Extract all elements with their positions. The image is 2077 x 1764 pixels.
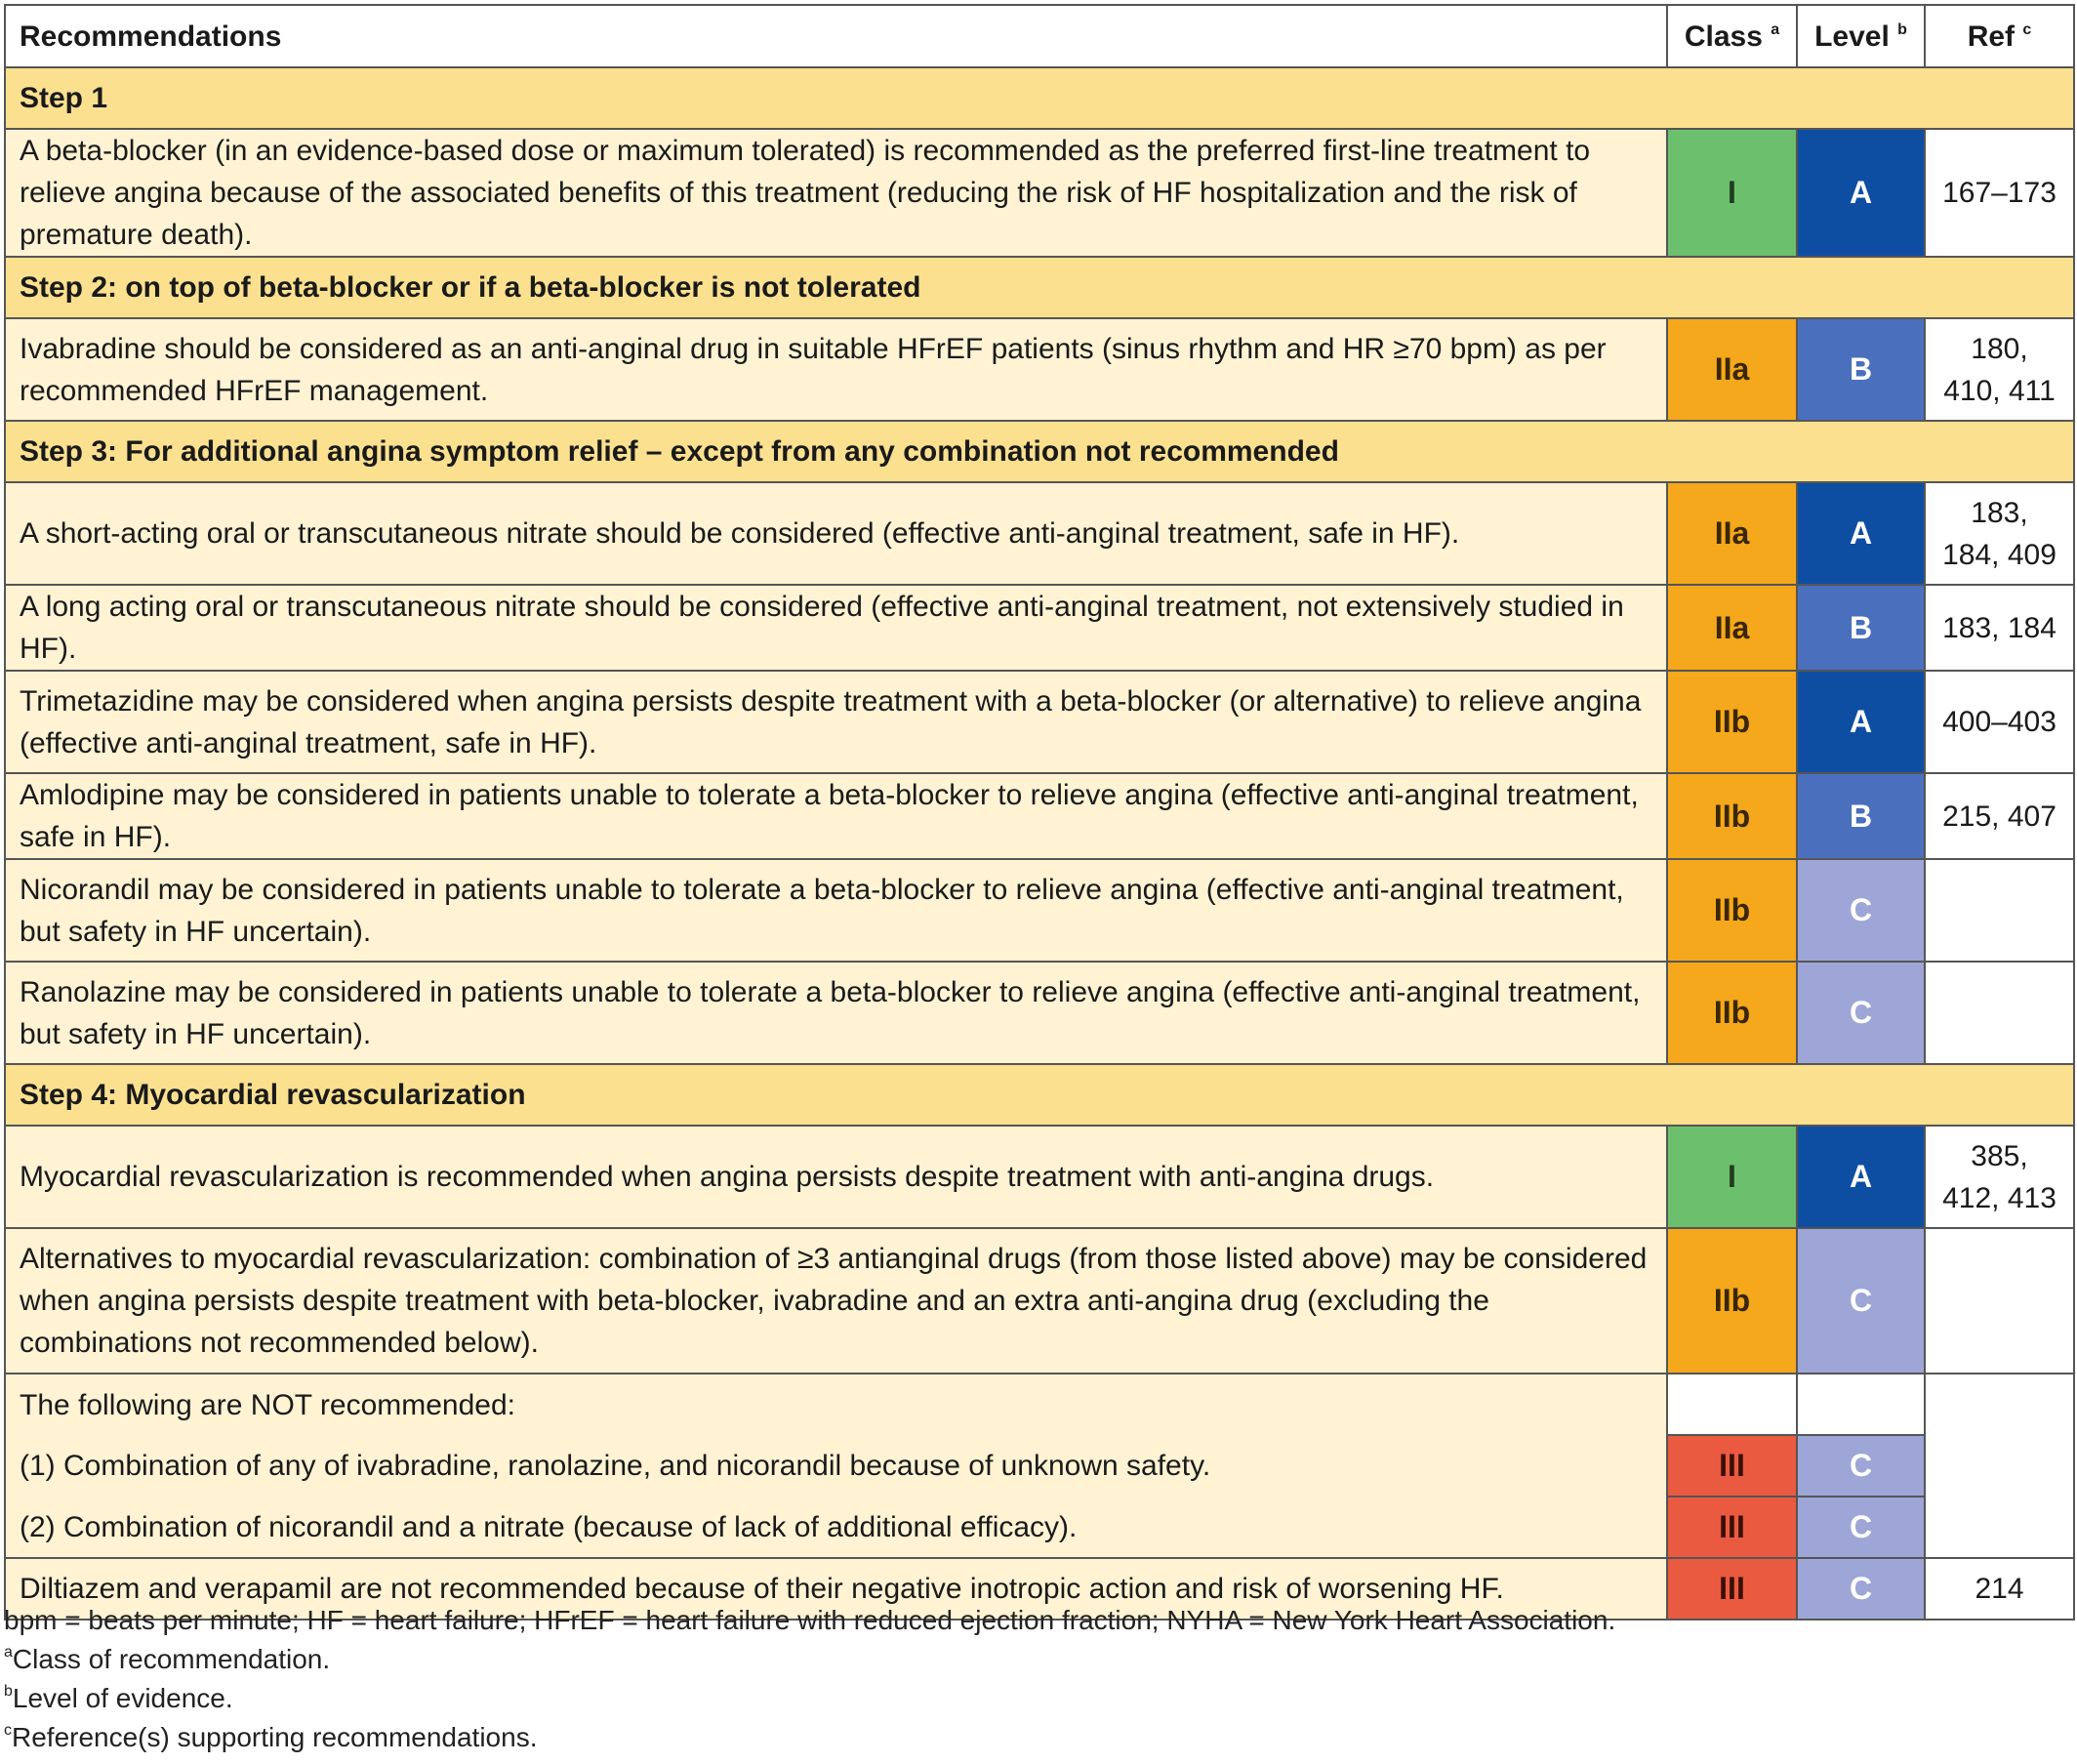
step-header	[5, 257, 2074, 318]
step-title: Step 2: on top of beta-blocker or if a beta-blocker is not tolerated	[5, 257, 2074, 318]
not-recommended-text: (1) Combination of any of ivabradine, ranolazine, and nicorandil because of unknown safety.	[5, 1435, 1667, 1497]
step-title: Step 1	[5, 67, 2074, 129]
class-cell: III	[1667, 1558, 1797, 1620]
class-cell: IIb	[1667, 859, 1797, 962]
class-cell: IIb	[1667, 962, 1797, 1064]
level-cell: A	[1797, 482, 1925, 585]
recommendation-text: A beta-blocker (in an evidence-based dose or maximum tolerated) is recommended as the preferred first-line treatment to relieve angina because of the associated benefits of this treatment (reducing the risk of HF hospitalization and the risk of premature death).	[5, 129, 1667, 257]
recommendation-text: Diltiazem and verapamil are not recommended because of their negative inotropic action and risk of worsening HF.	[5, 1558, 1667, 1620]
recommendation-text: Nicorandil may be considered in patients unable to tolerate a beta-blocker to relieve angina (effective anti-anginal treatment, but safety in HF uncertain).	[5, 859, 1667, 962]
footnote-b: $^b$Level of evidence.	[4, 1683, 233, 1713]
class-cell: IIa	[1667, 318, 1797, 421]
level-cell: C	[1797, 859, 1925, 962]
ref-cell: 215, 407	[1925, 773, 2074, 859]
ref-cell: 180, 410, 411	[1925, 318, 2074, 421]
header-level: Level $^b$	[1797, 5, 1925, 67]
ref-cell	[1925, 859, 2074, 962]
header-ref: Ref $^c$	[1925, 5, 2074, 67]
recommendation-text: Myocardial revascularization is recommended when angina persists despite treatment with anti-angina drugs.	[5, 1126, 1667, 1228]
ref-cell: 400–403	[1925, 671, 2074, 773]
recommendation-text: Trimetazidine may be considered when angina persists despite treatment with a beta-blocker (or alternative) to relieve angina (effective anti-anginal treatment, safe in HF).	[5, 671, 1667, 773]
table-row	[5, 129, 2074, 257]
recommendation-text: A short-acting oral or transcutaneous nitrate should be considered (effective anti-anginal treatment, safe in HF).	[5, 482, 1667, 585]
recommendation-text: Amlodipine may be considered in patients unable to tolerate a beta-blocker to relieve angina (effective anti-anginal treatment, safe in HF).	[5, 773, 1667, 859]
table-row	[5, 773, 2074, 859]
ref-cell: 385, 412, 413	[1925, 1126, 2074, 1228]
level-cell: A	[1797, 1126, 1925, 1228]
level-cell: B	[1797, 773, 1925, 859]
class-cell: IIb	[1667, 1228, 1797, 1374]
ref-cell	[1925, 1228, 2074, 1374]
table-row	[5, 585, 2074, 671]
class-cell: IIb	[1667, 671, 1797, 773]
step-header	[5, 1064, 2074, 1126]
not-recommended-text: (2) Combination of nicorandil and a nitrate (because of lack of additional efficacy).	[5, 1497, 1667, 1558]
not-recommended-item	[5, 1497, 2074, 1558]
level-cell: C	[1797, 1435, 1925, 1497]
level-cell-empty	[1797, 1374, 1925, 1435]
class-cell: III	[1667, 1435, 1797, 1497]
table-row	[5, 1228, 2074, 1374]
class-cell: III	[1667, 1497, 1797, 1558]
recommendations-table	[4, 4, 2075, 1620]
recommendation-text: A long acting oral or transcutaneous nitrate should be considered (effective anti-anginal treatment, not extensively studied in HF).	[5, 585, 1667, 671]
recommendation-text: Alternatives to myocardial revascularization: combination of ≥3 antianginal drugs (from those listed above) may be considered when angina persists despite treatment with beta-blocker, ivabradine and an extra anti-angina drug (excluding the combinations not recommended below).	[5, 1228, 1667, 1374]
footnote-a: $^a$Class of recommendation.	[4, 1644, 331, 1674]
table-row	[5, 859, 2074, 962]
recommendation-text: Ranolazine may be considered in patients unable to tolerate a beta-blocker to relieve angina (effective anti-anginal treatment, but safety in HF uncertain).	[5, 962, 1667, 1064]
class-cell: I	[1667, 129, 1797, 257]
class-cell: IIa	[1667, 585, 1797, 671]
table-row	[5, 962, 2074, 1064]
not-recommended-intro: The following are NOT recommended:	[5, 1374, 1667, 1435]
table-row	[5, 1126, 2074, 1228]
ref-cell: 214	[1925, 1558, 2074, 1620]
ref-cell	[1925, 962, 2074, 1064]
header-class: Class $^a$	[1667, 5, 1797, 67]
header-recommendations: Recommendations	[5, 5, 1667, 67]
level-cell: B	[1797, 585, 1925, 671]
step-header	[5, 421, 2074, 482]
step-header	[5, 67, 2074, 129]
not-recommended-intro-row	[5, 1374, 2074, 1435]
not-recommended-item	[5, 1435, 2074, 1497]
level-cell: C	[1797, 1558, 1925, 1620]
recommendation-text: Ivabradine should be considered as an anti-anginal drug in suitable HFrEF patients (sinus rhythm and HR ≥70 bpm) as per recommended HFrEF management.	[5, 318, 1667, 421]
footnote-c: $^c$Reference(s) supporting recommendations.	[4, 1722, 538, 1752]
level-cell: A	[1797, 129, 1925, 257]
table-row	[5, 318, 2074, 421]
class-cell-empty	[1667, 1374, 1797, 1435]
table-row	[5, 671, 2074, 773]
step-title: Step 3: For additional angina symptom relief – except from any combination not recommended	[5, 421, 2074, 482]
level-cell: C	[1797, 1228, 1925, 1374]
class-cell: I	[1667, 1126, 1797, 1228]
table-row	[5, 482, 2074, 585]
footnote-abbreviations: bpm = beats per minute; HF = heart failure; HFrEF = heart failure with reduced ejection fraction; NYHA = New York Heart Association.	[4, 1605, 1616, 1635]
level-cell: C	[1797, 1497, 1925, 1558]
level-cell: A	[1797, 671, 1925, 773]
ref-cell: 183, 184	[1925, 585, 2074, 671]
ref-cell: 183, 184, 409	[1925, 482, 2074, 585]
level-cell: B	[1797, 318, 1925, 421]
class-cell: IIa	[1667, 482, 1797, 585]
level-cell: C	[1797, 962, 1925, 1064]
footnotes	[4, 1601, 1615, 1757]
header-row	[5, 5, 2074, 67]
ref-cell-empty	[1925, 1374, 2074, 1558]
class-cell: IIb	[1667, 773, 1797, 859]
step-title: Step 4: Myocardial revascularization	[5, 1064, 2074, 1126]
ref-cell: 167–173	[1925, 129, 2074, 257]
